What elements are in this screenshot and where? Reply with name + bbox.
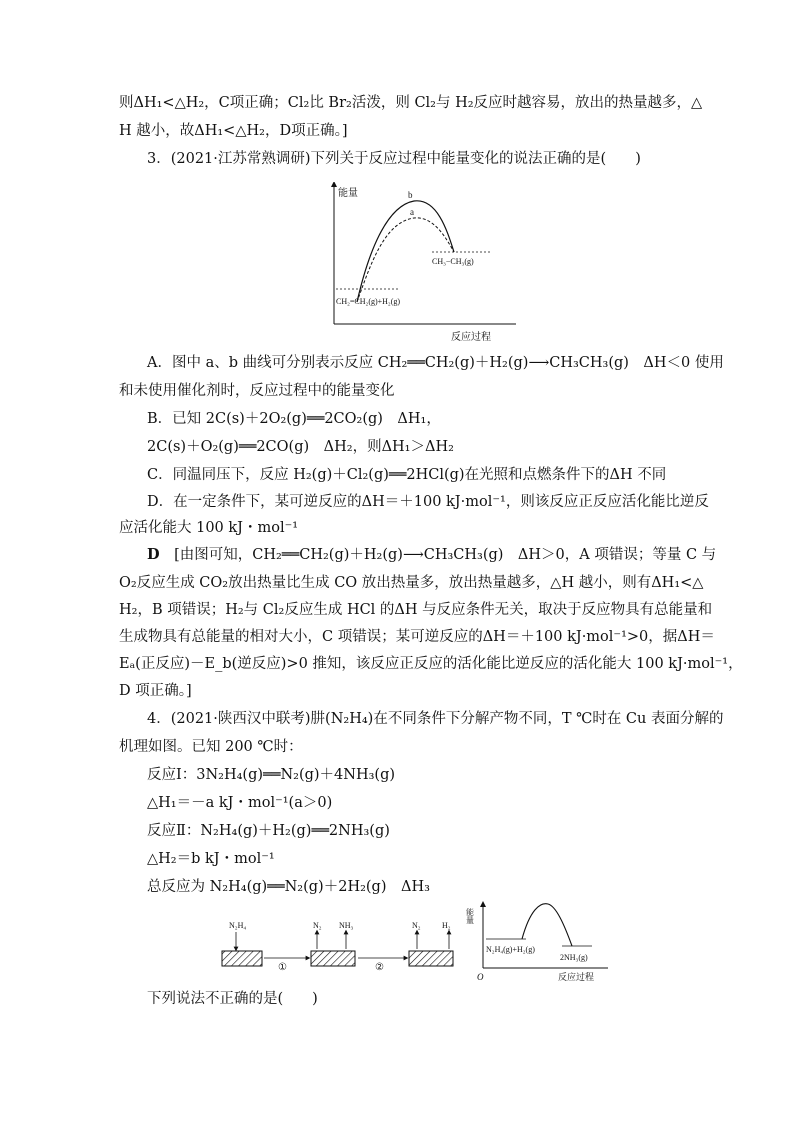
text-line: 应活化能大 100 kJ・mol⁻¹ <box>119 520 299 536</box>
option-d: D．在一定条件下，某可逆反应的ΔH＝＋100 kJ·mol⁻¹，则该反应正反应活化能比逆反 <box>147 494 709 510</box>
energy-curve <box>522 904 572 946</box>
step-1-label: ① <box>278 962 287 973</box>
text-line: 和未使用催化剂时，反应过程中的能量变化 <box>119 383 395 399</box>
question-4-prompt: 下列说法不正确的是( ) <box>147 991 318 1007</box>
text-line: H 越小，故ΔH₁<△H₂，D项正确。] <box>119 123 348 139</box>
reactant-label: N₂H₄(g)+H₂(g) <box>486 945 535 954</box>
text-line: H₂，B 项错误；H₂与 Cl₂反应生成 HCl 的ΔH 与反应条件无关，取决于反应物具有总能量和 <box>119 602 713 618</box>
curve-b <box>357 201 454 302</box>
mol-h2: H₂ <box>442 921 451 930</box>
text-line: Eₐ(正反应)－E_b(逆反应)>0 推知，该反应正反应的活化能比逆反应的活化能大 100 kJ·mol⁻¹， <box>119 656 743 672</box>
mol-n2: N₂ <box>313 921 322 930</box>
curve-a-label: a <box>410 207 414 217</box>
origin-label: O <box>477 972 484 982</box>
x-axis-label: 反应过程 <box>451 332 491 343</box>
product-label: CH₃−CH₃(g) <box>432 257 474 266</box>
mol-n2-b: N₂ <box>412 921 421 930</box>
question-3-stem: 3．(2021·江苏常熟调研)下列关于反应过程中能量变化的说法正确的是( ) <box>147 151 641 167</box>
text-line: D 项正确。] <box>119 683 192 699</box>
cu-surface-3 <box>409 951 453 966</box>
reaction-2: 反应Ⅱ：N₂H₄(g)＋H₂(g)══2NH₃(g) <box>147 823 390 839</box>
option-a: A．图中 a、b 曲线可分别表示反应 CH₂══CH₂(g)＋H₂(g)⟶CH₃CH₃(g) ΔH＜0 使用 <box>147 355 724 371</box>
answer-explanation: [由图可知，CH₂══CH₂(g)＋H₂(g)⟶CH₃CH₃(g) ΔH＞0，A 项错误；等量 C 与 <box>174 547 717 563</box>
text-line: 2C(s)＋O₂(g)══2CO(g) ΔH₂，则ΔH₁＞ΔH₂ <box>147 439 454 455</box>
x-axis-label: 反应过程 <box>558 972 595 982</box>
text-line: 则ΔH₁<△H₂，C项正确；Cl₂比 Br₂活泼，则 Cl₂与 H₂反应时越容易，放出的热量越多，△ <box>119 95 703 111</box>
energy-diagram-1 <box>320 182 520 344</box>
step-2-label: ② <box>375 962 384 973</box>
curve-b-label: b <box>408 190 413 200</box>
text-line: O₂反应生成 CO₂放出热量比生成 CO 放出热量多，放出热量越多，△H 越小，则有ΔH₁<△ <box>119 575 704 591</box>
delta-h1: △H₁＝－a kJ・mol⁻¹(a＞0) <box>147 795 333 811</box>
text-line: 生成物具有总能量的相对大小，C 项错误；某可逆反应的ΔH＝＋100 kJ·mol⁻¹>0，据ΔH＝ <box>119 629 715 645</box>
mol-nh3: NH₃ <box>339 921 354 930</box>
text-line: 机理如图。已知 200 ℃时： <box>119 739 303 755</box>
option-b: B．已知 2C(s)＋2O₂(g)══2CO₂(g) ΔH₁， <box>147 411 441 427</box>
y-axis-label: 能量 <box>338 188 358 199</box>
reactant-label: CH₂=CH₂(g)+H₂(g) <box>336 297 401 306</box>
total-reaction: 总反应为 N₂H₄(g)══N₂(g)＋2H₂(g) ΔH₃ <box>147 879 430 895</box>
cu-surface-1 <box>222 951 262 966</box>
question-4-stem: 4．(2021·陕西汉中联考)肼(N₂H₄)在不同条件下分解产物不同，T ℃时在 Cu 表面分解的 <box>147 711 724 727</box>
delta-h2: △H₂＝b kJ・mol⁻¹ <box>147 851 275 867</box>
reaction-1: 反应Ⅰ：3N₂H₄(g)══N₂(g)＋4NH₃(g) <box>147 767 396 783</box>
product-label: 2NH₃(g) <box>560 953 588 962</box>
y-axis-label: 能量 <box>465 908 475 924</box>
answer-line <box>147 545 716 565</box>
answer-letter: D <box>147 546 160 563</box>
option-c: C．同温同压下，反应 H₂(g)＋Cl₂(g)══2HCl(g)在光照和点燃条件下的ΔH 不同 <box>147 467 667 483</box>
mechanism-diagram <box>212 900 620 984</box>
mol-n2h4: N₂H₄ <box>229 921 247 930</box>
cu-surface-2 <box>311 951 355 966</box>
